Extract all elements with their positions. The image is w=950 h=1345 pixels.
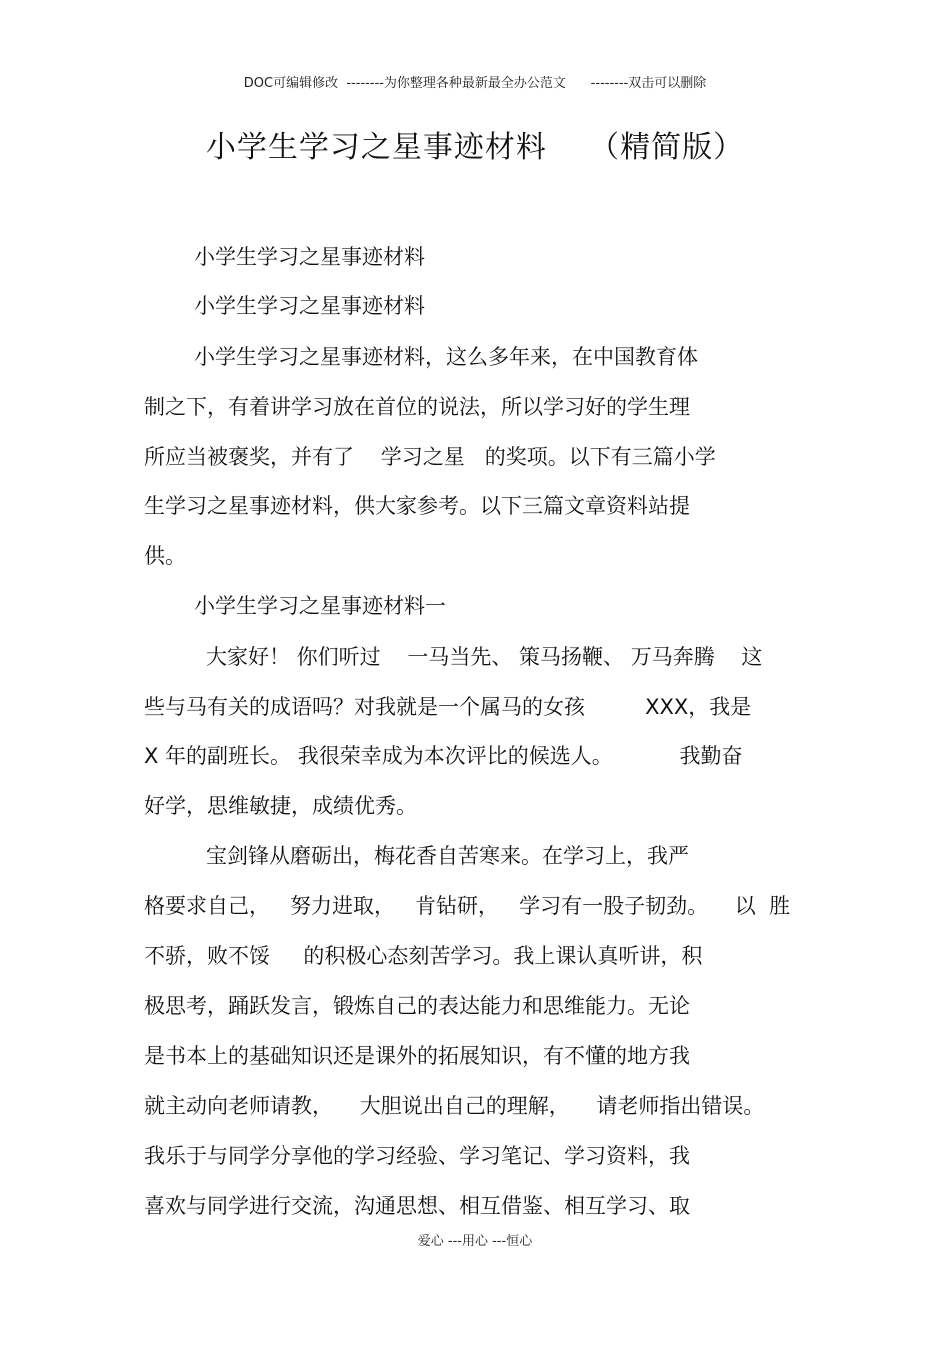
paragraph-line: 小学生学习之星事迹材料: [194, 245, 425, 269]
paragraph-line: 大家好！ 你们听过 一马当先、 策马扬鞭、 万马奔腾 这: [206, 645, 763, 669]
paragraph-line: 些与马有关的成语吗？对我就是一个属马的女孩 XXX，我是: [144, 695, 752, 719]
page-footer: 爱心 ---用心 ---恒心: [417, 1234, 533, 1249]
paragraph-line: X 年的副班长。 我很荣幸成为本次评比的候选人。 我勤奋: [144, 744, 743, 768]
section-heading: 小学生学习之星事迹材料一: [194, 594, 446, 618]
paragraph-line: 极思考，踊跃发言，锻炼自己的表达能力和思维能力。无论: [144, 994, 690, 1018]
paragraph-line: 不骄，败不馁 的积极心态刻苦学习。我上课认真听讲，积: [144, 944, 703, 968]
paragraph-line: 制之下，有着讲学习放在首位的说法，所以学习好的学生理: [144, 395, 690, 419]
paragraph-line: 宝剑锋从磨砺出，梅花香自苦寒来。在学习上，我严: [206, 844, 689, 868]
paragraph-line: 就主动向老师请教， 大胆说出自己的理解， 请老师指出错误。: [144, 1094, 765, 1118]
paragraph-line: 我乐于与同学分享他的学习经验、学习笔记、学习资料，我: [144, 1144, 690, 1168]
paragraph-line: 小学生学习之星事迹材料，这么多年来，在中国教育体: [194, 345, 698, 369]
paragraph-line: 喜欢与同学进行交流，沟通思想、相互借鉴、相互学习、取: [144, 1194, 690, 1218]
paragraph-line: 供。: [144, 544, 186, 568]
page-header: DOC可编辑修改 --------为你整理各种最新最全办公范文 --------双击可以删除: [243, 76, 707, 91]
document-title: 小学生学习之星事迹材料 （精简版）: [205, 130, 745, 165]
paragraph-line: 所应当被褒奖，并有了 学习之星 的奖项。以下有三篇小学: [144, 445, 716, 469]
paragraph-line: 好学，思维敏捷，成绩优秀。: [144, 794, 417, 818]
paragraph-line: 生学习之星事迹材料，供大家参考。以下三篇文章资料站提: [144, 494, 690, 518]
paragraph-line: 小学生学习之星事迹材料: [194, 294, 425, 318]
paragraph-line: 格要求自己， 努力进取， 肯钻研， 学习有一股子韧劲。 以 胜: [144, 894, 791, 918]
paragraph-line: 是书本上的基础知识还是课外的拓展知识，有不懂的地方我: [144, 1044, 690, 1068]
